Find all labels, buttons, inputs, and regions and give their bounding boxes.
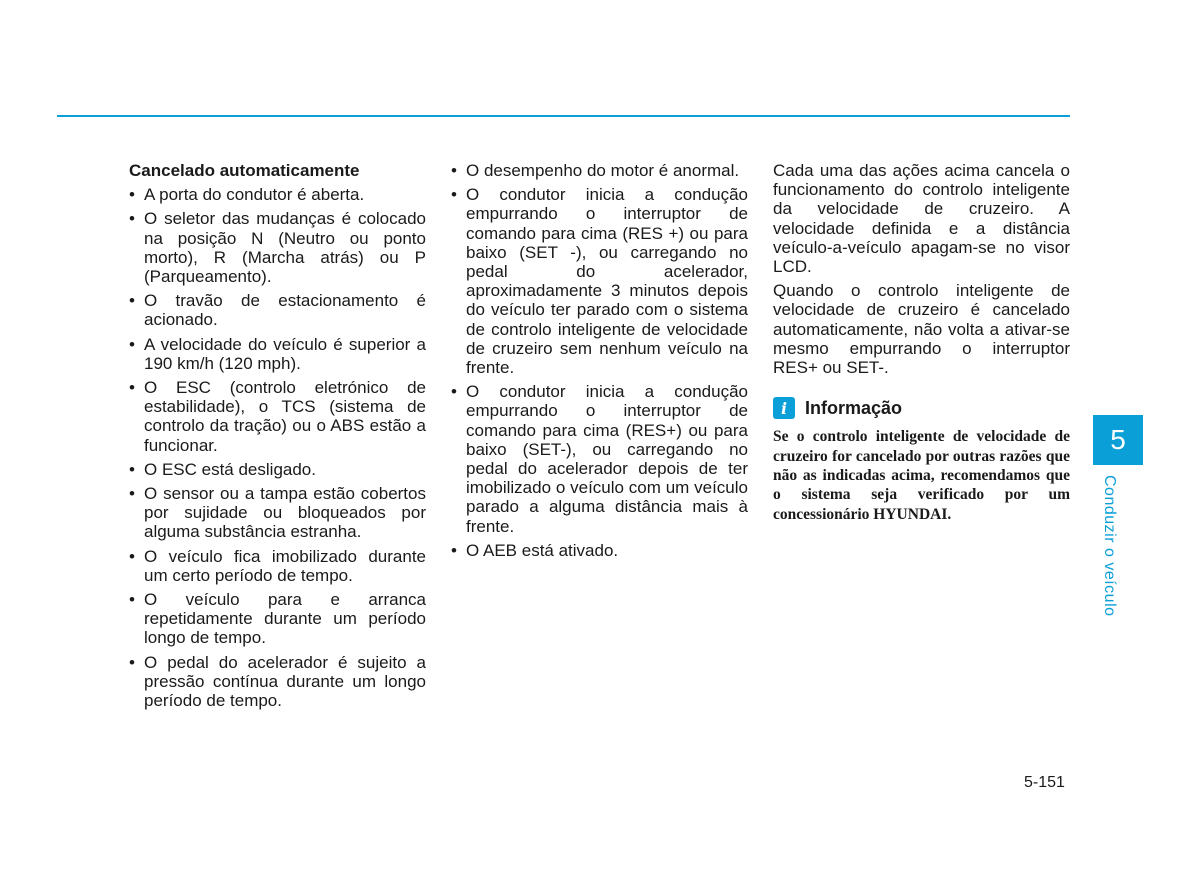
list-item: • O AEB está ativado. (451, 541, 748, 560)
list-item: • A velocidade do veículo é superior a 190 km/h (120 mph). (129, 335, 426, 373)
cancel-conditions-list (129, 185, 426, 710)
cancel-conditions-list-continued (451, 161, 748, 560)
chapter-tab: 5 (1093, 415, 1143, 465)
paragraph: Cada uma das ações acima cancela o funcionamento do controlo inteligente da velocidade de cruzeiro. A velocidade definida e a distância veículo-a-veículo apagam-se no visor LCD. (773, 161, 1070, 277)
paragraph: Quando o controlo inteligente de velocidade de cruzeiro é cancelado automaticamente, não volta a ativar-se mesmo empurrando o interruptor RES+ ou SET-. (773, 281, 1070, 378)
header-rule (57, 115, 1070, 117)
info-title: Informação (805, 397, 903, 418)
column-3 (773, 161, 1070, 524)
column-2 (451, 161, 748, 565)
list-item: • O veículo para e arranca repetidamente durante um período longo de tempo. (129, 590, 426, 648)
list-item: • A porta do condutor é aberta. (129, 185, 426, 204)
list-item: • O ESC (controlo eletrónico de estabilidade), o TCS (sistema de controlo da tração) ou o ABS estão a funcionar. (129, 378, 426, 455)
info-heading (773, 397, 1070, 419)
list-item: • O condutor inicia a condução empurrando o interruptor de comando para cima (RES +) ou para baixo (SET -), ou carregando no pedal do acelerador, aproximadamente 3 minutos depois do veículo ter parado com o sistema de controlo inteligente de velocidade de cruzeiro sem nenhum veículo na frente. (451, 185, 748, 377)
list-item: • O condutor inicia a condução empurrando o interruptor de comando para cima (RES+) ou para baixo (SET-), ou carregando no pedal do acelerador depois de ter imobilizado o veículo com um veículo parado a alguma distância mais à frente. (451, 382, 748, 536)
list-item: • O ESC está desligado. (129, 460, 426, 479)
list-item: • O sensor ou a tampa estão cobertos por sujidade ou bloqueados por alguma substância estranha. (129, 484, 426, 542)
column-1 (129, 161, 426, 715)
info-icon: i (773, 397, 795, 419)
list-item: • O travão de estacionamento é acionado. (129, 291, 426, 329)
list-item: • O veículo fica imobilizado durante um certo período de tempo. (129, 547, 426, 585)
chapter-label: Conduzir o veículo (1101, 475, 1118, 617)
page-number: 5-151 (1024, 774, 1065, 791)
list-item: • O pedal do acelerador é sujeito a pressão contínua durante um longo período de tempo. (129, 653, 426, 711)
section-heading: Cancelado automaticamente (129, 161, 360, 180)
info-body: Se o controlo inteligente de velocidade de cruzeiro for cancelado por outras razões que não as indicadas acima, recomendamos que o sistema seja verificado por um concessionário HYUNDAI. (773, 428, 1070, 523)
list-item: • O seletor das mudanças é colocado na posição N (Neutro ou ponto morto), R (Marcha atrás) ou P (Parqueamento). (129, 209, 426, 286)
list-item: • O desempenho do motor é anormal. (451, 161, 748, 180)
